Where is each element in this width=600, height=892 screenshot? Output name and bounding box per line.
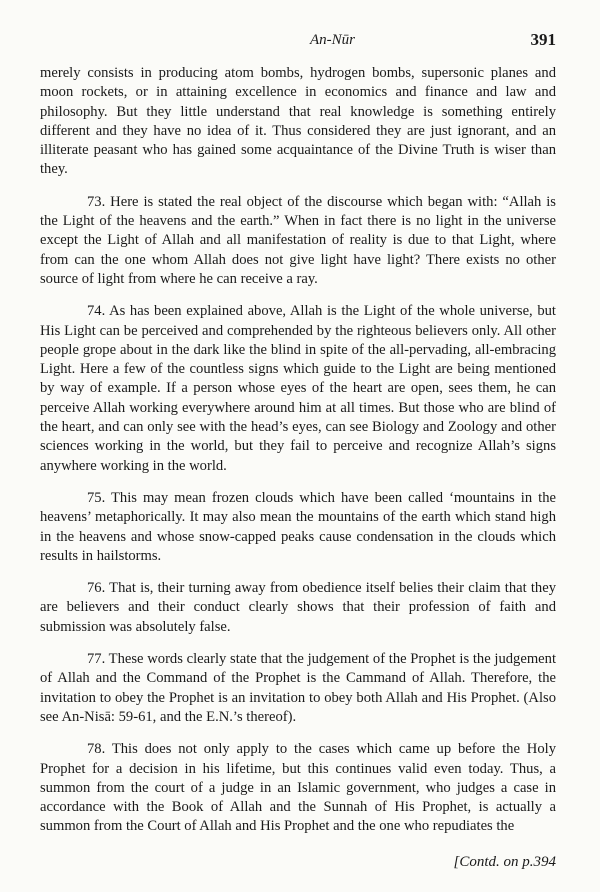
page-header [40,32,556,54]
running-title: An-Nūr [310,32,355,48]
note-73: 73. Here is stated the real object of the discourse which began with: “Allah is the Light of the heavens and the earth.” When in fact there is no light in the universe except the Light of Allah and all manifestation of reality is due to that Light, where from can the one whom Allah does not give light have light? There exists no other source of light from where he can receive a ray. [40,193,556,287]
note-74: 74. As has been explained above, Allah is the Light of the whole universe, but His Light can be perceived and comprehended by the righteous believers only. All other people grope about in the dark like the blind in spite of the all-pervading, all-embracing Light. Here a few of the countless signs which guide to the Light are being mentioned by way of example. If a person whose eyes of the heart are open, sees them, he can perceive Allah working everywhere around him at all times. But those who are blind of the heart, and can only see with the head’s eyes, can see Biology and Zoology and other sciences working in the world, but they fail to perceive and recognize Allah’s signs anywhere working in the world. [40,303,556,474]
page-number: 391 [530,30,556,49]
body-text [40,64,556,850]
note-75: 75. This may mean frozen clouds which have been called ‘mountains in the heavens’ metaphorically. It may also mean the mountains of the earth which stand high in the heavens and whose snow-capped peaks cause condensation in the clouds which results in hailstorms. [40,489,556,564]
paragraph-continuation: merely consists in producing atom bombs, hydrogen bombs, supersonic planes and moon rockets, or in attaining excellence in economics and finance and law and philosophy. But they little understand that real knowledge is something entirely different and they have no idea of it. Thus considered they are just ignorant, and an illiterate peasant who has gained some acquaintance of the Divine Truth is wiser than they. [40,65,556,178]
continued-note: [Contd. on p.394 [453,854,556,870]
note-77: 77. These words clearly state that the judgement of the Prophet is the judgement of Allah and the Command of the Prophet is the Cammand of Allah. Therefore, the invitation to obey the Prophet is an invitation to obey both Allah and His Prophet. (Also see An-Nisā: 59-61, and the E.N.’s thereof). [40,651,556,725]
note-76: 76. That is, their turning away from obedience itself belies their claim that they are believers and their conduct clearly shows that their profession of faith and submission was absolutely false. [40,580,556,635]
note-78: 78. This does not only apply to the cases which came up before the Holy Prophet for a decision in his lifetime, but this continues valid even today. Thus, a summon from the court of a judge in an Islamic government, who judges a case in accordance with the Book of Allah and the Sunnah of His Prophet, is actually a summon from the Court of Allah and His Prophet and the one who repudiates the [40,741,556,835]
